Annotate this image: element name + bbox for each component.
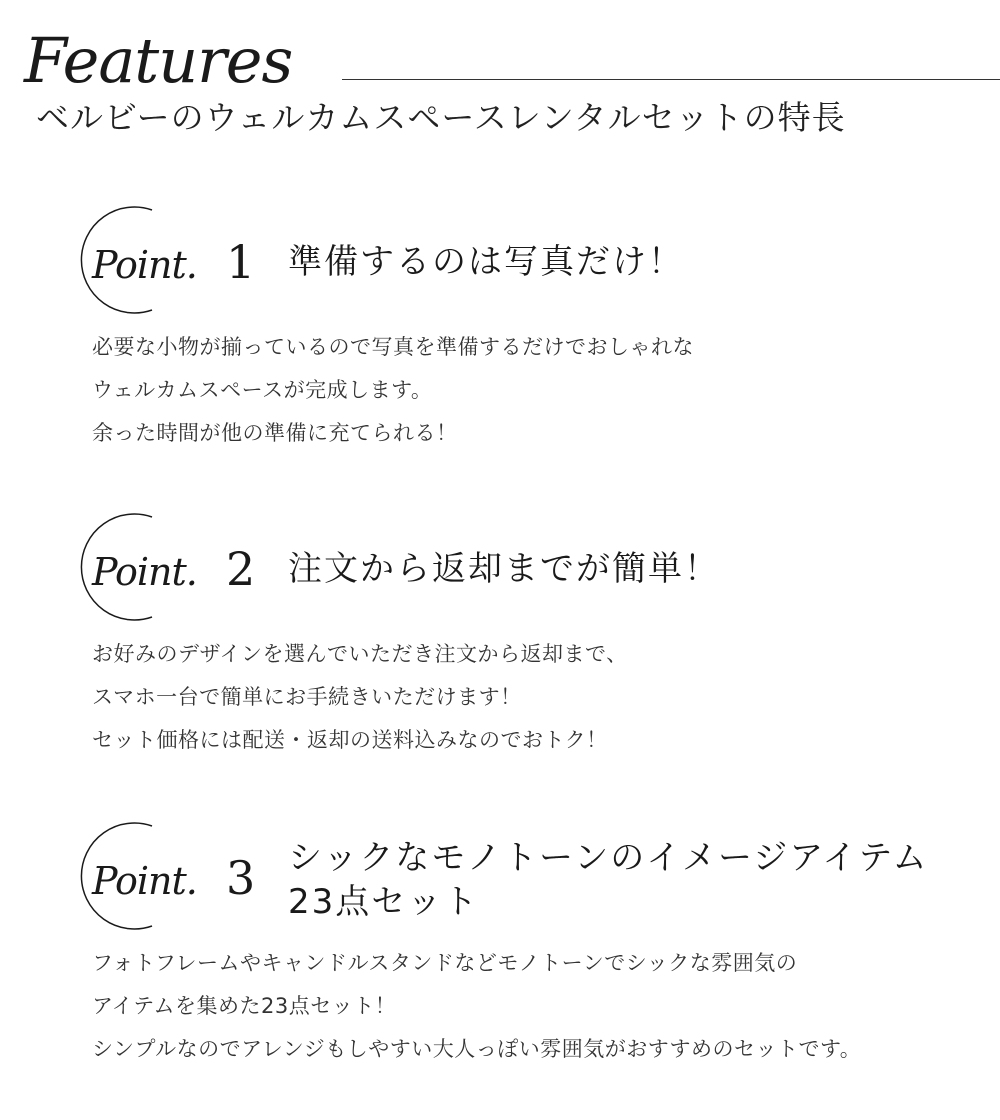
point-title-2 — [288, 547, 720, 591]
point-body-line: 余った時間が他の準備に充てられる！ — [92, 421, 458, 445]
point-body-2 — [92, 633, 628, 762]
page-subtitle: ベルビーのウェルカムスペースレンタルセットの特長 — [36, 98, 846, 137]
header — [0, 0, 1000, 150]
point-body-line: ウェルカムスペースが完成します。 — [92, 378, 433, 402]
header-divider — [342, 79, 1000, 80]
point-body-line: スマホ一台で簡単にお手続きいただけます！ — [92, 685, 522, 709]
point-body-line: シンプルなのでアレンジもしやすい大人っぽい雰囲気がおすすめのセットです。 — [92, 1037, 862, 1061]
point-body-line: アイテムを集めた23点セット！ — [92, 994, 397, 1018]
features-script-title — [20, 22, 340, 102]
point-title-line: 準備するのは写真だけ！ — [288, 242, 684, 282]
point-badge-1 — [48, 204, 264, 316]
point-title-line: 23点セット — [288, 882, 480, 922]
point-body-line: セット価格には配送・返却の送料込みなのでおトク！ — [92, 728, 608, 752]
point-body-line: 必要な小物が揃っているので写真を準備するだけでおしゃれな — [92, 335, 694, 359]
point-title-1 — [288, 240, 684, 284]
badge-point-number: 3 — [226, 851, 256, 905]
point-title-3 — [288, 836, 929, 924]
point-badge-3 — [48, 820, 264, 932]
badge-point-label: Point. — [92, 243, 197, 287]
badge-point-number: 1 — [226, 235, 256, 289]
point-body-1 — [92, 326, 694, 455]
badge-point-label: Point. — [92, 859, 197, 903]
badge-point-number: 2 — [226, 542, 256, 596]
point-badge-2 — [48, 511, 264, 623]
point-title-line: 注文から返却までが簡単！ — [288, 549, 720, 589]
badge-point-label: Point. — [92, 550, 197, 594]
features-script-text: Features — [24, 24, 293, 97]
point-title-line: シックなモノトーンのイメージアイテム — [288, 838, 929, 878]
point-body-3 — [92, 942, 861, 1071]
point-body-line: フォトフレームやキャンドルスタンドなどモノトーンでシックな雰囲気の — [92, 951, 798, 975]
point-body-line: お好みのデザインを選んでいただき注文から返却まで、 — [92, 642, 628, 666]
